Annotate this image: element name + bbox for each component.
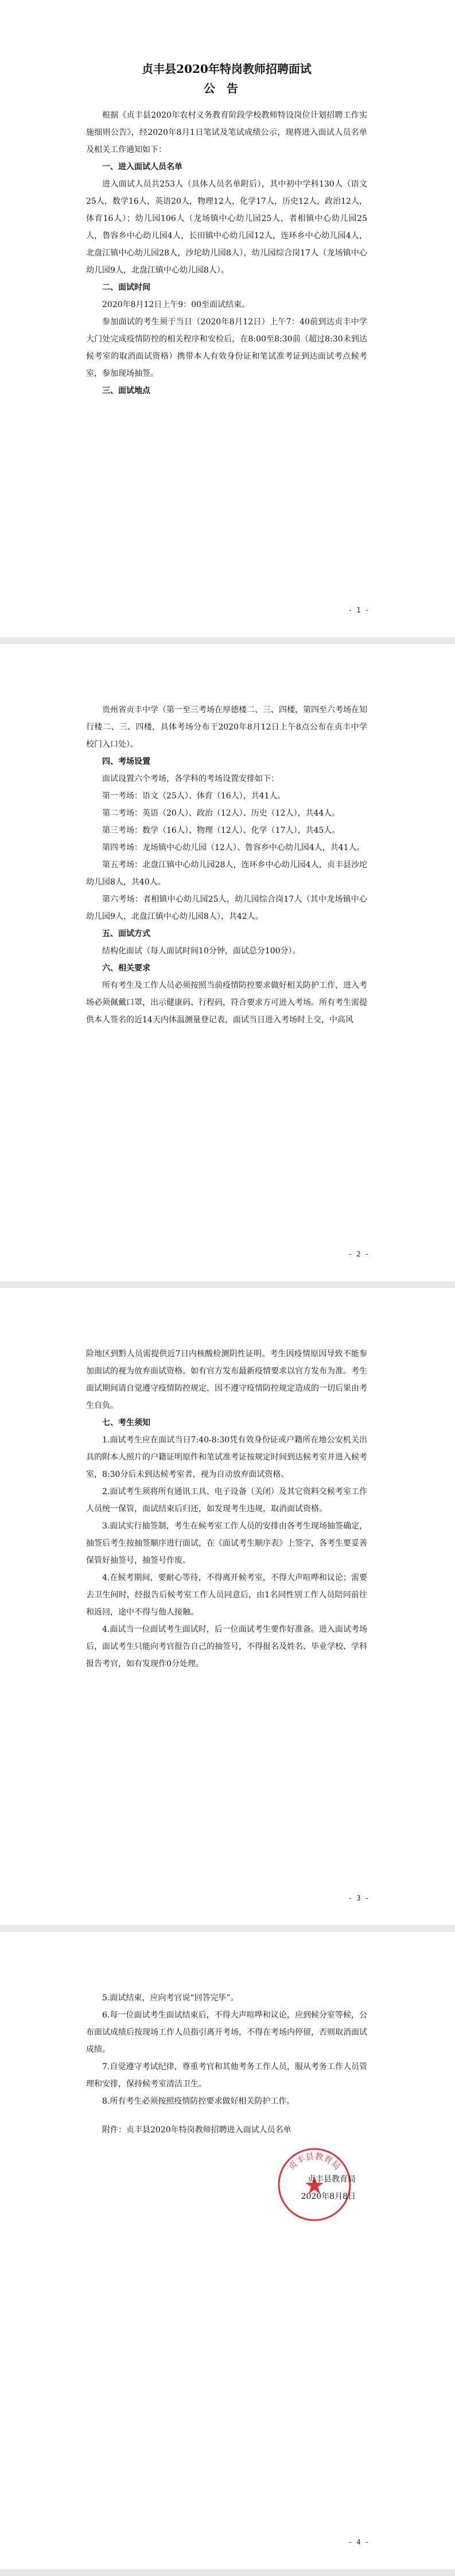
- notice-item: 2.面试考生须将所有通讯工具、电子设备（关闭）及其它资料交候考室工作人员统一保管，面试结束后归还，如发现考生违规，取消面试资格。: [86, 1487, 367, 1514]
- section-6-continued: 险地区到黔人员需提供近7日内核酸检测阴性证明。考生因疫情原因导致不能参加面试的视为放弃面试资格。如有官方发布最新疫情要求以官方发布为准。考生面试期间请自觉遵守疫情防控规定，因不遵守疫情防控规定造成的一切后果由考生自负。: [86, 1349, 367, 1410]
- page-1-content: [86, 60, 367, 399]
- room-line: 第四考场：龙场镇中心幼儿园（12人）、鲁容乡中心幼儿园4人，共41人。: [102, 843, 365, 852]
- doc-title: 贞丰县2020年特岗教师招聘面试: [142, 62, 312, 76]
- heading-section-2: 二、面试时间: [102, 283, 150, 292]
- room-line: 第五考场：北盘江镇中心幼儿园28人，连环乡中心幼儿园4人，贞丰县沙坨幼儿园8人，共40人。: [86, 860, 367, 887]
- section-2-body: 参加面试的考生须于当日（2020年8月12日）上午7：40前到达贞丰中学大门处完成疫情防控的相关程序和安检后，在8:00至8:30前（超过8:30未到达候考室的取消面试资格）携带本人有效身份证和笔试准考证到达面试考点候考室，参加现场抽签。: [86, 317, 367, 378]
- section-6-body: 所有考生及工作人员必须按照当前疫情防控要求做好相关防护工作，进入考场必须佩戴口罩，出示健康码、行程码，符合要求方可进入考场。所有考生需提供本人签名的近14天内体温测量登记表，面试当日进入考场时上交，中高风: [86, 981, 367, 1025]
- notice-item: 4.在候考期间，要耐心等待，不得离开候考室，不得大声喧哗和议论；需要去卫生间时，经报告后候考室工作人员同意后，由1名同性别工作人员陪同前往和返回，途中不得与他人接触。: [86, 1573, 367, 1617]
- page-4-content: [86, 1989, 367, 2228]
- attachment-note: 附件：贞丰县2020年特岗教师招聘进入面试人员名单: [102, 2125, 291, 2135]
- page-3-content: [86, 1345, 367, 1673]
- notice-item: 5.面试结束，应向考官说“回答完毕”。: [102, 1993, 239, 2003]
- section-1-body: 进入面试人员共253人（具体人员名单附后），其中初中学科130人（语文25人，数学16人，英语20人，物理12人，化学17人，历史12人，政治12人，体育16人）；幼儿园106人（龙场镇中心幼儿园25人，者相镇中心幼儿园25人，鲁容乡中心幼儿园4人，长田镇中心幼儿园12人，连环乡中心幼儿园4人，北盘江镇中心幼儿园28人，沙坨幼儿园8人），幼儿园综合岗17人（龙场镇中心幼儿园9人，北盘江镇中心幼儿园8人）。: [86, 180, 367, 275]
- signature-block: [86, 2148, 367, 2228]
- room-line: 第一考场：语文（25人）、体育（16人），共41人。: [102, 792, 286, 801]
- issuer-organization: 贞丰县教育局: [308, 2175, 356, 2184]
- notice-item: 3.面试实行抽签制，考生在候考室工作人员的安排由各考生现场抽签确定，抽签后考生按抽签顺序进行面试，在《面试考生顺序表》上签字，各考生要妥善保管好抽签号，抽签号作废。: [86, 1522, 367, 1565]
- page-number: - 3 -: [348, 1894, 369, 1902]
- notice-item: 4.面试当一位面试考生面试时，后一位面试考生要作好准备。进入面试考场后，面试考生只能向考官报告自己的抽签号，不得报名及姓名、毕业学校、学科报告考官，如有发现作0分处理。: [86, 1625, 367, 1669]
- page-3: [0, 1288, 455, 1925]
- svg-text:贞丰县教育局: 贞丰县教育局: [286, 2151, 343, 2172]
- heading-section-6: 六、相关要求: [102, 964, 150, 973]
- notice-item: 8.所有考生必须按照疫情防控要求做好相关防护工作。: [102, 2097, 295, 2106]
- page-number: - 1 -: [348, 606, 369, 614]
- section-2-time: 2020年8月12日上午9：00至面试结束。: [102, 300, 250, 309]
- section-4-intro: 面试设置六个考场，各学科的考场设置安排如下：: [102, 774, 279, 783]
- room-line: 第六考场：者相镇中心幼儿园25人，幼儿园综合岗17人（其中龙场镇中心幼儿园9人，北盘江镇中心幼儿园8人），共42人。: [86, 895, 367, 921]
- section-3-body: 贵州省贞丰中学（第一至三考场在厚德楼二、三、四楼，第四至六考场在知行楼二、三、四楼，具体考场分布于2020年8月12日上午8点公布在贞丰中学校门入口处）。: [86, 705, 367, 749]
- heading-section-1: 一、进入面试人员名单: [102, 162, 182, 172]
- intro-paragraph: 根据《贞丰县2020年农村义务教育阶段学校教师特设岗位计划招聘工作实施细则公告》，经2020年8月1日笔试及笔试成绩公示，现将进入面试人员名单及相关工作通知如下：: [86, 111, 367, 154]
- room-line: 第三考场：数学（16人）、物理（12人）、化学（17人），共45人。: [102, 826, 340, 835]
- page-2: [0, 644, 455, 1281]
- page-1: [0, 0, 455, 637]
- page-2-content: [86, 701, 367, 1029]
- heading-section-3: 三、面试地点: [102, 386, 150, 395]
- notice-item: 6.每一位面试考生面试结束后，不得大声喧哗和议论，应到候分室等候，公布面试成绩后按现场工作人员指引离开考场，不得在考场内停留，否则取消面试成绩。: [86, 2011, 367, 2054]
- notice-item: 1.面试考生应在面试当日7:40-8:30凭有效身份证或户籍所在地公安机关出具的附本人照片的户籍证明原件和笔试准考证按规定时间到达候考室并进入候考室，8:30分后未到达候考室者，视为自动放弃面试资格。: [86, 1436, 367, 1479]
- heading-section-4: 四、考场设置: [102, 757, 150, 766]
- page-number: - 2 -: [348, 1250, 369, 1258]
- page-number: - 4 -: [348, 2538, 369, 2546]
- notice-item: 7.自觉遵守考试纪律，尊重考官和其他考务工作人员，服从考务工作人员管理和安排，保持候考室清洁卫生。: [86, 2062, 367, 2089]
- room-line: 第二考场：英语（20人）、政治（12人）、历史（12人），共44人。: [102, 809, 340, 818]
- heading-section-7: 七、考生须知: [102, 1418, 150, 1427]
- heading-section-5: 五、面试方式: [102, 929, 150, 938]
- page-4: [0, 1932, 455, 2569]
- issue-date: 2020年8月8日: [301, 2192, 356, 2201]
- doc-subtitle: 公告: [204, 82, 250, 95]
- section-5-body: 结构化面试（每人面试时间10分钟，面试总分100分）。: [102, 946, 301, 956]
